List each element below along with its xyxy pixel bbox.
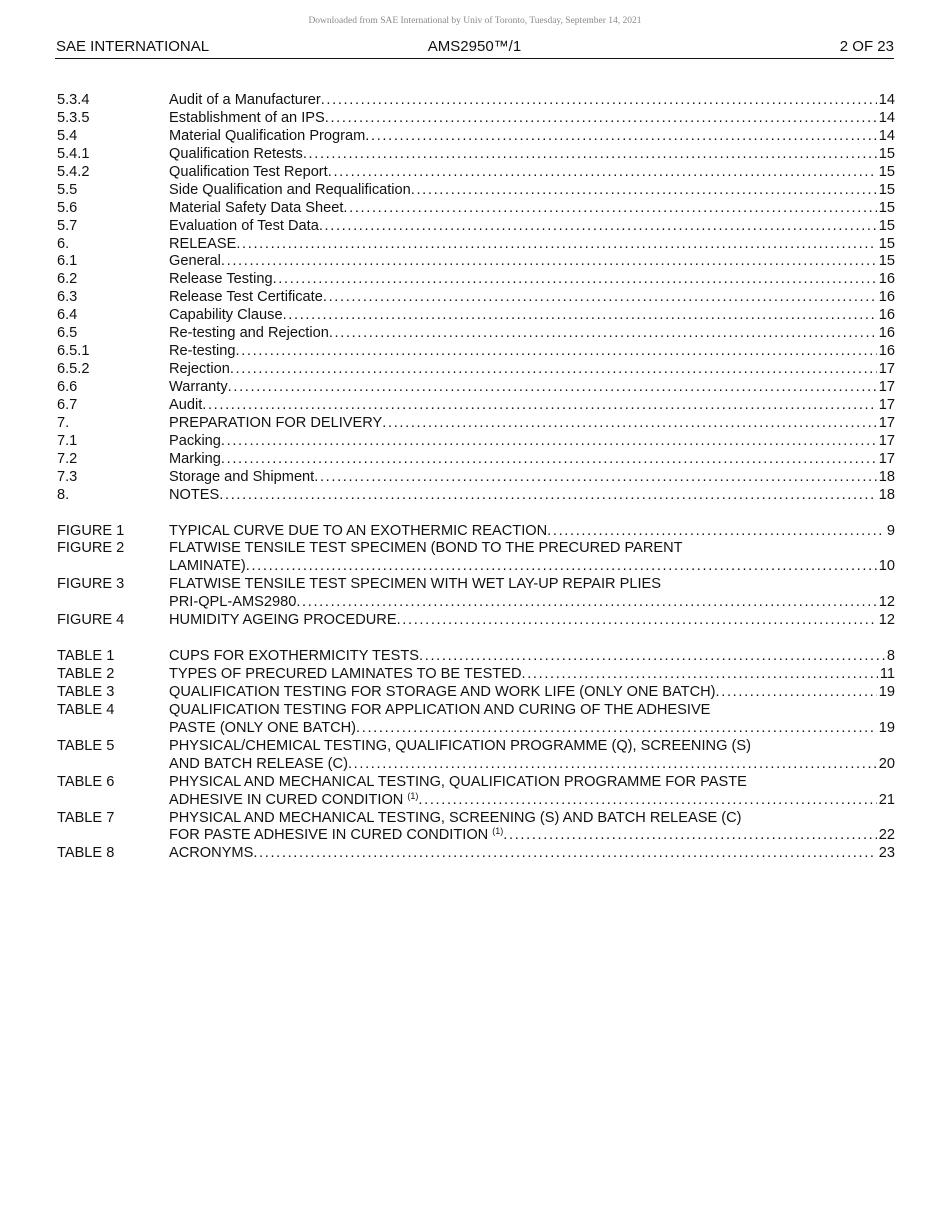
section-entry xyxy=(57,92,895,110)
section-entry-body xyxy=(169,433,895,451)
section-title: General xyxy=(169,253,221,270)
table-title: FOR PASTE ADHESIVE IN CURED CONDITION $^{(1)}$ xyxy=(169,827,504,844)
table-entry-body xyxy=(169,792,895,810)
section-entry-body xyxy=(169,110,895,128)
section-entry-body xyxy=(169,146,895,164)
section-page-number: 18 xyxy=(878,486,895,503)
table-title: AND BATCH RELEASE (C) xyxy=(169,755,348,772)
dot-leader xyxy=(236,236,876,254)
table-title-line xyxy=(169,774,895,792)
section-entry xyxy=(57,289,895,307)
table-entry-body xyxy=(169,720,895,738)
figure-number: FIGURE 2 xyxy=(57,540,125,557)
table-title-line xyxy=(169,738,895,756)
section-entry xyxy=(57,110,895,128)
section-page-number: 15 xyxy=(878,217,895,234)
table-entry xyxy=(57,792,895,810)
section-entry-body xyxy=(169,289,895,307)
figure-title-line xyxy=(169,540,895,558)
section-entry xyxy=(57,200,895,218)
section-entry xyxy=(57,487,895,505)
section-number: 7.1 xyxy=(57,432,78,449)
table-title-first-line: QUALIFICATION TESTING FOR APPLICATION AND CURING OF THE ADHESIVE xyxy=(169,701,711,718)
figure-entry-body xyxy=(169,523,895,541)
table-title-line xyxy=(169,810,895,828)
section-page-number: 16 xyxy=(878,343,895,360)
dot-leader xyxy=(325,110,877,128)
dot-leader xyxy=(418,792,876,810)
figure-title: HUMIDITY AGEING PROCEDURE xyxy=(169,612,397,629)
table-page-number: 23 xyxy=(878,845,895,862)
dot-leader xyxy=(348,756,877,774)
figure-page-number: 12 xyxy=(878,612,895,629)
section-title: Capability Clause xyxy=(169,307,283,324)
dot-leader xyxy=(221,253,877,271)
table-page-number: 22 xyxy=(878,827,895,844)
figure-title-first-line: FLATWISE TENSILE TEST SPECIMEN WITH WET LAY-UP REPAIR PLIES xyxy=(169,576,661,593)
section-entry xyxy=(57,218,895,236)
dot-leader xyxy=(219,487,876,505)
table-title-first-line: PHYSICAL/CHEMICAL TESTING, QUALIFICATION PROGRAMME (Q), SCREENING (S) xyxy=(169,737,751,754)
figure-page-number: 10 xyxy=(878,558,895,575)
section-page-number: 17 xyxy=(878,379,895,395)
table-of-contents xyxy=(57,92,895,863)
section-title: Material Safety Data Sheet xyxy=(169,199,344,216)
table-number: TABLE 8 xyxy=(57,845,115,862)
section-entry-body xyxy=(169,92,895,110)
section-title: Establishment of an IPS xyxy=(169,109,325,126)
section-page-number: 16 xyxy=(878,307,895,324)
section-entry xyxy=(57,253,895,271)
spacer xyxy=(57,505,895,523)
section-entry xyxy=(57,343,895,361)
section-number: 6.1 xyxy=(57,253,78,270)
dot-leader xyxy=(202,397,877,415)
footnote-marker: (1) xyxy=(407,791,419,801)
section-entry xyxy=(57,469,895,487)
dot-leader xyxy=(397,612,877,630)
table-entry-heading xyxy=(57,702,895,720)
table-entry xyxy=(57,827,895,845)
section-number: 6.4 xyxy=(57,307,78,324)
dot-leader xyxy=(253,845,876,863)
dot-leader xyxy=(273,271,877,289)
section-entry-body xyxy=(169,415,895,433)
section-page-number: 16 xyxy=(878,289,895,306)
table-entry xyxy=(57,648,895,666)
dot-leader xyxy=(321,92,877,110)
section-number: 6. xyxy=(57,235,70,252)
section-entry-body xyxy=(169,361,895,379)
section-number: 5.6 xyxy=(57,199,78,216)
dot-leader xyxy=(356,720,877,738)
section-entry-body xyxy=(169,487,895,505)
table-number: TABLE 5 xyxy=(57,737,115,754)
dot-leader xyxy=(323,289,877,307)
section-entry xyxy=(57,451,895,469)
figure-title-line xyxy=(169,576,895,594)
dot-leader xyxy=(419,648,885,666)
table-page-number: 20 xyxy=(878,755,895,772)
section-title: RELEASE xyxy=(169,235,237,252)
section-title: Qualification Retests xyxy=(169,145,303,162)
table-page-number: 19 xyxy=(878,683,895,700)
dot-leader xyxy=(382,415,876,433)
figure-title: LAMINATE) xyxy=(169,558,246,575)
section-number: 8. xyxy=(57,486,70,503)
section-entry-body xyxy=(169,236,895,254)
section-entry xyxy=(57,379,895,397)
table-title: PASTE (ONLY ONE BATCH) xyxy=(169,719,357,736)
table-entry-body xyxy=(169,666,895,684)
table-number: TABLE 7 xyxy=(57,809,115,826)
section-page-number: 17 xyxy=(878,396,895,413)
dot-leader xyxy=(314,469,877,487)
dot-leader xyxy=(296,594,876,612)
table-number: TABLE 3 xyxy=(57,683,115,700)
section-number: 5.7 xyxy=(57,217,78,234)
section-title: Re-testing xyxy=(169,343,236,360)
section-number: 6.7 xyxy=(57,396,78,413)
section-entry-body xyxy=(169,128,895,146)
figure-entry xyxy=(57,612,895,630)
section-page-number: 15 xyxy=(878,145,895,162)
section-page-number: 14 xyxy=(878,109,895,126)
section-entry-body xyxy=(169,451,895,469)
table-entry-heading xyxy=(57,774,895,792)
figure-title: TYPICAL CURVE DUE TO AN EXOTHERMIC REACTION xyxy=(169,522,548,539)
dot-leader xyxy=(411,182,877,200)
figure-entry-heading xyxy=(57,540,895,558)
table-title: CUPS FOR EXOTHERMICITY TESTS xyxy=(169,648,420,665)
section-number: 5.4 xyxy=(57,127,78,144)
section-page-number: 18 xyxy=(878,468,895,485)
dot-leader xyxy=(716,684,877,702)
table-title-first-line: PHYSICAL AND MECHANICAL TESTING, QUALIFICATION PROGRAMME FOR PASTE xyxy=(169,773,747,790)
section-title: Re-testing and Rejection xyxy=(169,325,329,342)
section-number: 5.4.1 xyxy=(57,145,90,162)
header-page-number: 2 OF 23 xyxy=(839,38,894,55)
dot-leader xyxy=(230,361,877,379)
section-title: Release Test Certificate xyxy=(169,289,323,306)
table-entry-body xyxy=(169,756,895,774)
section-entry xyxy=(57,397,895,415)
section-page-number: 15 xyxy=(878,163,895,180)
table-title: ADHESIVE IN CURED CONDITION $^{(1)}$ xyxy=(169,791,419,808)
section-entry-body xyxy=(169,164,895,182)
table-page-number: 21 xyxy=(878,791,895,808)
section-title: PREPARATION FOR DELIVERY xyxy=(169,414,383,431)
section-number: 7.3 xyxy=(57,468,78,485)
section-entry xyxy=(57,433,895,451)
section-number: 5.3.4 xyxy=(57,92,90,108)
figure-entry xyxy=(57,523,895,541)
table-page-number: 8 xyxy=(886,648,895,665)
section-number: 5.4.2 xyxy=(57,163,90,180)
figure-entry-body xyxy=(169,594,895,612)
section-entry xyxy=(57,271,895,289)
page-header xyxy=(55,38,894,59)
figure-entry-body xyxy=(169,558,895,576)
footnote-marker: (1) xyxy=(492,827,504,837)
figure-page-number: 9 xyxy=(886,522,895,539)
section-title: Marking xyxy=(169,450,221,467)
section-page-number: 17 xyxy=(878,414,895,431)
section-entry-body xyxy=(169,271,895,289)
section-entry xyxy=(57,164,895,182)
section-number: 6.3 xyxy=(57,289,78,306)
section-title: NOTES xyxy=(169,486,220,503)
dot-leader xyxy=(547,523,885,541)
section-page-number: 15 xyxy=(878,253,895,270)
section-number: 6.5.2 xyxy=(57,361,90,378)
table-number: TABLE 6 xyxy=(57,773,115,790)
figure-entry-body xyxy=(169,612,895,630)
section-entry xyxy=(57,415,895,433)
section-page-number: 14 xyxy=(878,92,895,108)
section-title: Evaluation of Test Data xyxy=(169,217,319,234)
section-entry xyxy=(57,361,895,379)
dot-leader xyxy=(283,307,877,325)
section-title: Release Testing xyxy=(169,271,273,288)
table-entry xyxy=(57,666,895,684)
dot-leader xyxy=(328,164,877,182)
table-title: TYPES OF PRECURED LAMINATES TO BE TESTED xyxy=(169,666,522,682)
figure-number: FIGURE 1 xyxy=(57,522,125,539)
section-title: Audit of a Manufacturer xyxy=(169,92,321,108)
table-page-number: 11 xyxy=(879,666,895,682)
section-number: 5.5 xyxy=(57,181,78,198)
section-entry-body xyxy=(169,182,895,200)
section-page-number: 17 xyxy=(878,450,895,467)
table-entry-heading xyxy=(57,738,895,756)
dot-leader xyxy=(522,666,878,684)
dot-leader xyxy=(365,128,876,146)
spacer xyxy=(57,630,895,648)
section-page-number: 16 xyxy=(878,271,895,288)
table-title-line xyxy=(169,702,895,720)
header-document-number: AMS2950™/1 xyxy=(427,38,522,55)
dot-leader xyxy=(329,325,877,343)
section-number: 5.3.5 xyxy=(57,109,90,126)
section-title: Storage and Shipment xyxy=(169,468,315,485)
section-page-number: 14 xyxy=(878,127,895,144)
section-entry xyxy=(57,182,895,200)
figure-entry-heading xyxy=(57,576,895,594)
table-title: QUALIFICATION TESTING FOR STORAGE AND WORK LIFE (ONLY ONE BATCH) xyxy=(169,683,716,700)
section-page-number: 15 xyxy=(878,199,895,216)
section-title: Qualification Test Report xyxy=(169,163,328,180)
dot-leader xyxy=(236,343,877,361)
section-page-number: 17 xyxy=(878,432,895,449)
section-number: 6.2 xyxy=(57,271,78,288)
table-number: TABLE 4 xyxy=(57,701,115,718)
table-entry xyxy=(57,684,895,702)
section-entry-body xyxy=(169,397,895,415)
figure-entry xyxy=(57,558,895,576)
section-entry-body xyxy=(169,307,895,325)
section-title: Side Qualification and Requalification xyxy=(169,181,411,198)
dot-leader xyxy=(228,379,877,397)
section-entry-body xyxy=(169,200,895,218)
table-page-number: 19 xyxy=(878,719,895,736)
section-entry-body xyxy=(169,325,895,343)
table-title: ACRONYMS xyxy=(169,845,254,862)
section-entry-body xyxy=(169,253,895,271)
dot-leader xyxy=(221,433,877,451)
section-entry xyxy=(57,128,895,146)
table-entry-heading xyxy=(57,810,895,828)
dot-leader xyxy=(343,200,876,218)
dot-leader xyxy=(221,451,877,469)
section-entry-body xyxy=(169,469,895,487)
figure-title-first-line: FLATWISE TENSILE TEST SPECIMEN (BOND TO THE PRECURED PARENT xyxy=(169,540,683,557)
section-number: 6.5.1 xyxy=(57,343,90,360)
figure-number: FIGURE 4 xyxy=(57,612,125,629)
section-page-number: 17 xyxy=(878,361,895,378)
dot-leader xyxy=(246,558,877,576)
figure-title: PRI-QPL-AMS2980 xyxy=(169,594,297,611)
section-number: 6.5 xyxy=(57,325,78,342)
dot-leader xyxy=(303,146,877,164)
section-entry-body xyxy=(169,379,895,397)
section-entry-body xyxy=(169,218,895,236)
section-number: 7.2 xyxy=(57,450,78,467)
section-title: Material Qualification Program xyxy=(169,127,366,144)
section-entry-body xyxy=(169,343,895,361)
section-title: Rejection xyxy=(169,361,230,378)
table-number: TABLE 2 xyxy=(57,666,115,682)
table-entry-body xyxy=(169,684,895,702)
table-entry-body xyxy=(169,648,895,666)
download-watermark: Downloaded from SAE International by Univ of Toronto, Tuesday, September 14, 2021 xyxy=(308,16,642,26)
figure-page-number: 12 xyxy=(878,594,895,611)
table-entry-body xyxy=(169,827,895,845)
table-entry xyxy=(57,845,895,863)
section-number: 6.6 xyxy=(57,379,78,395)
section-entry xyxy=(57,236,895,254)
figure-number: FIGURE 3 xyxy=(57,576,125,593)
section-page-number: 15 xyxy=(878,181,895,198)
table-entry xyxy=(57,720,895,738)
section-title: Packing xyxy=(169,432,221,449)
figure-entry xyxy=(57,594,895,612)
section-title: Warranty xyxy=(169,379,228,395)
section-title: Audit xyxy=(169,396,203,413)
table-entry xyxy=(57,756,895,774)
section-entry xyxy=(57,146,895,164)
table-number: TABLE 1 xyxy=(57,648,115,665)
section-entry xyxy=(57,307,895,325)
table-title-first-line: PHYSICAL AND MECHANICAL TESTING, SCREENING (S) AND BATCH RELEASE (C) xyxy=(169,809,742,826)
section-entry xyxy=(57,325,895,343)
dot-leader xyxy=(319,218,877,236)
section-page-number: 15 xyxy=(878,235,895,252)
section-page-number: 16 xyxy=(878,325,895,342)
dot-leader xyxy=(503,827,876,845)
header-organization: SAE INTERNATIONAL xyxy=(56,38,210,55)
section-number: 7. xyxy=(57,414,70,431)
table-entry-body xyxy=(169,845,895,863)
